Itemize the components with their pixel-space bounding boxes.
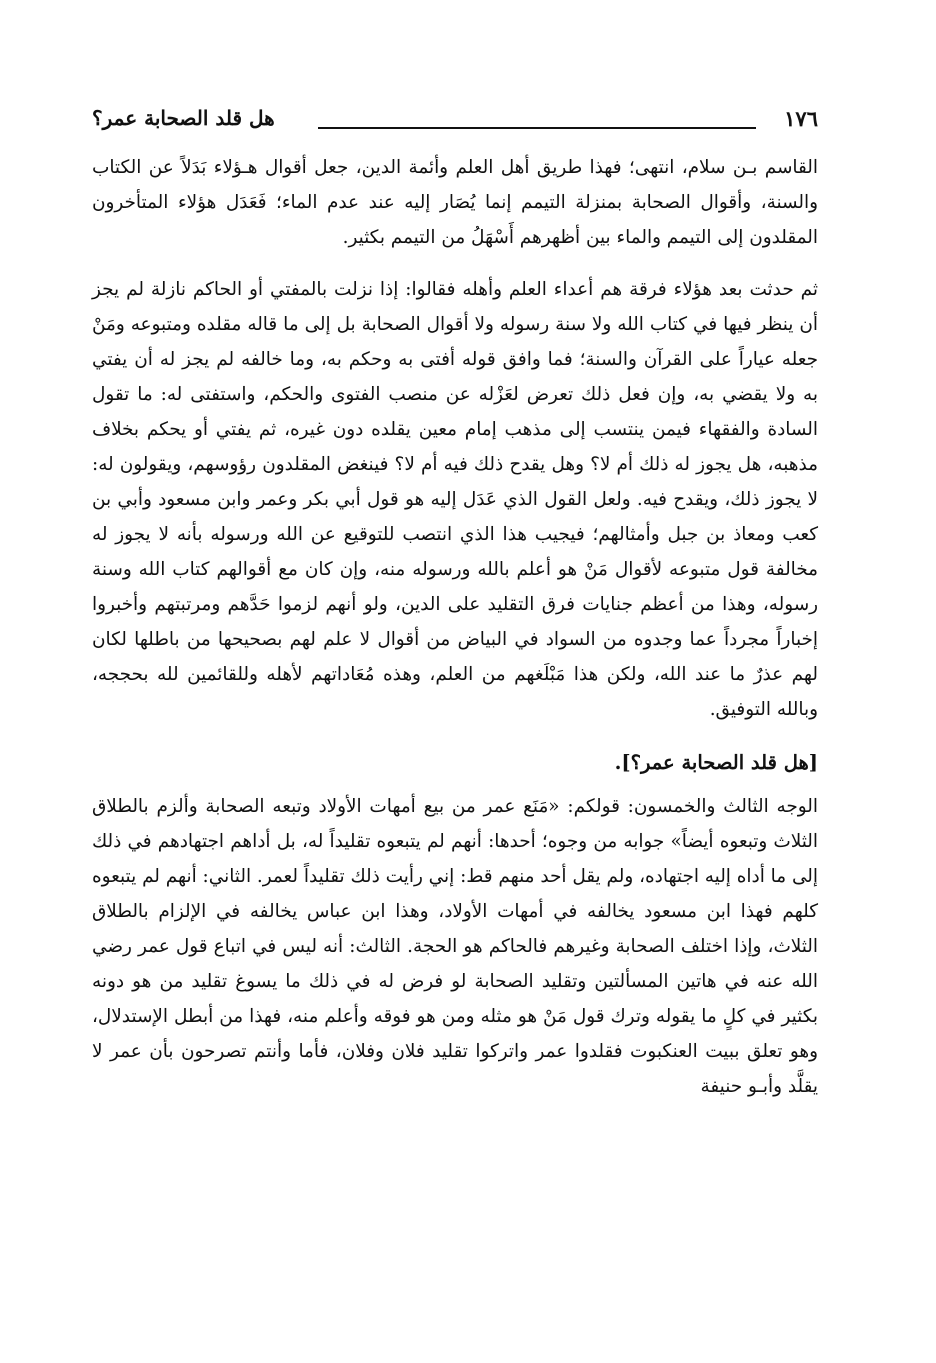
paragraph-2: ثم حدثت بعد هؤلاء فرقة هم أعداء العلم وأهله فقالوا: إذا نزلت بالمفتي أو الحاكم نازلة لم يجز أن ينظر فيها في كتاب الله ولا سنة رسوله ولا أقوال الصحابة بل إلى ما قاله مقلده ومتبوعه ومَنْ جعله عياراً على القرآن والسنة؛ فما وافق قوله أفتى به وحكم به، وما خالفه لم يجز له أن يفتي به ولا يقضي به، وإن فعل ذلك تعرض لعَزْله عن منصب الفتوى والحكم، واستفتى له: ما تقول السادة والفقهاء فيمن ينتسب إلى مذهب إمام معين يقلده دون غيره، ثم يفتي أو يحكم بخلاف مذهبه، هل يجوز له ذلك أم لا؟ وهل يقدح ذلك فيه أم لا؟ فينغض المقلدون رؤوسهم، ويقولون له: لا يجوز ذلك، ويقدح فيه. ولعل القول الذي عَدَل إليه هو قول أبي بكر وعمر وابن مسعود وأبي بن كعب ومعاذ بن جبل وأمثالهم؛ فيجيب هذا الذي انتصب للتوقيع عن الله ورسوله بأنه لا يجوز له مخالفة قول متبوعه لأقوال مَنْ هو أعلم بالله ورسوله منه، وإن كان مع أقوالهم كتاب الله وسنة رسوله، وهذا من أعظم جنايات فرق التقليد على الدين، ولو أنهم لزموا حَدَّهم ومرتبتهم وأخبروا إخباراً مجرداً عما وجدوه من السواد في البياض من أقوال لا علم لهم بصحيحها من باطلها لكان لهم عذرٌ ما عند الله، ولكن هذا مَبْلَغهم من العلم، وهذه مُعَاداتهم لأهله وللقائمين لله بحججه، وبالله التوفيق. — [92, 279, 818, 720]
header-rule — [318, 127, 756, 129]
section-heading: [هل قلد الصحابة عمر؟]. — [614, 751, 818, 774]
paragraph-3: الوجه الثالث والخمسون: قولكم: «مَنَع عمر من بيع أمهات الأولاد وتبعه الصحابة وألزم بالطلاق الثلاث وتبعوه أيضاً» جوابه من وجوه؛ أحدها: أنهم لم يتبعوه تقليداً له، بل أداهم اجتهادهم في ذلك إلى ما أداه إليه اجتهاده، ولم يقل أحد منهم قط: إني رأيت ذلك تقليداً لعمر. الثاني: أنهم لم يتبعوه كلهم فهذا ابن مسعود يخالفه في أمهات الأولاد، وهذا ابن عباس يخالفه في الإلزام بالطلاق الثلاث، وإذا اختلف الصحابة وغيرهم فالحاكم هو الحجة. الثالث: أنه ليس في اتباع قول عمر رضي الله عنه في هاتين المسألتين وتقليد الصحابة لو فرض له في ذلك ما يسوغ تقليد من هو دونه بكثير في كلٍ ما يقوله وترك قول مَنْ هو مثله ومن هو فوقه وأعلم منه، فهذا من أبطل الإستدلال، وهو تعلق ببيت العنكبوت فقلدوا عمر واتركوا تقليد فلان وفلان، فأما وأنتم تصرحون بأن عمر لا يقلَّد وأبـو حنيفة — [92, 796, 818, 1097]
page-number: ١٧٦ — [784, 106, 818, 131]
running-title: هل قلد الصحابة عمر؟ — [92, 106, 275, 130]
paragraph-1: القاسم بـن سلام، انتهى؛ فهذا طريق أهل العلم وأئمة الدين، جعل أقوال هـؤلاء بَدَلاً عن الكتاب والسنة، وأقوال الصحابة بمنزلة التيمم إنما يُصَار إليه عند عدم الماء؛ فَعَدَل هؤلاء المتأخرون المقلدون إلى التيمم والماء بين أظهرهم أَسْهَلُ من التيمم بكثير. — [92, 157, 818, 248]
book-page — [92, 100, 818, 1104]
running-header — [92, 100, 818, 140]
